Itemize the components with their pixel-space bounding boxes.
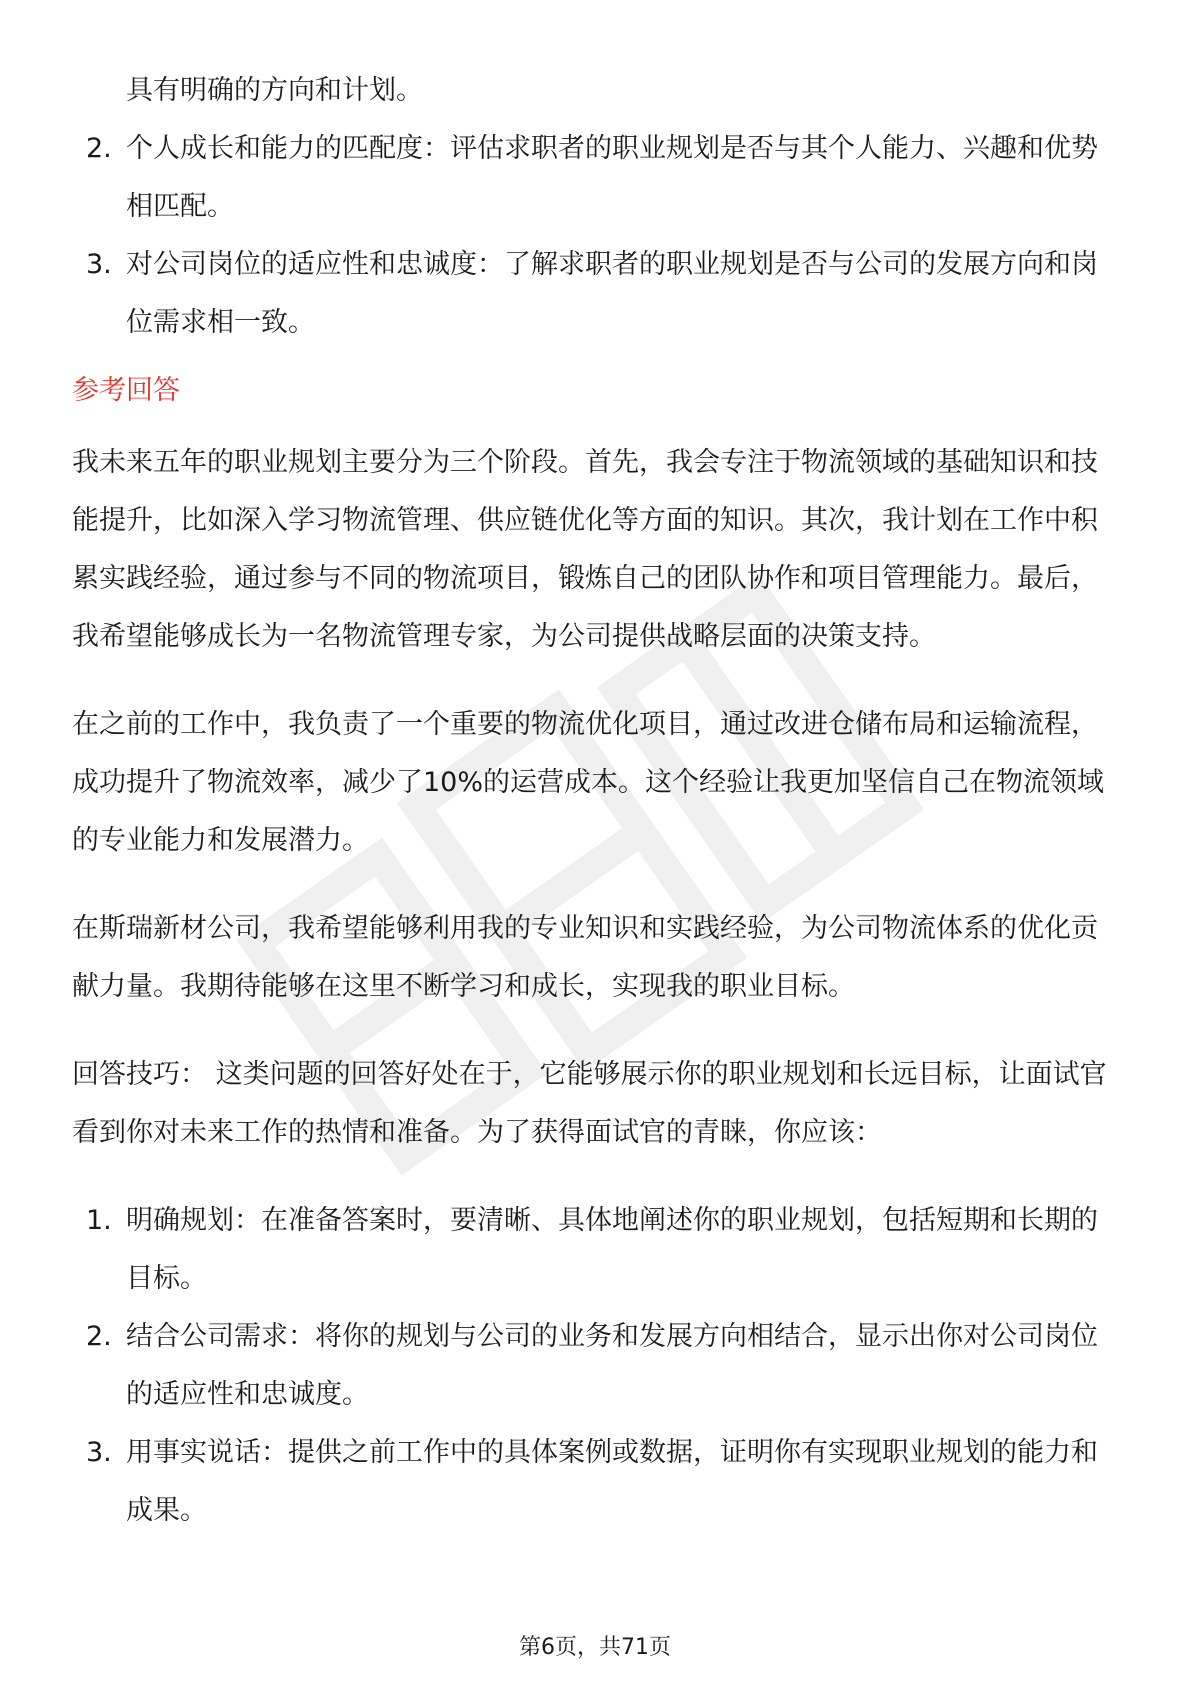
- list-item-text: 个人成长和能力的匹配度：评估求职者的职业规划是否与其个人能力、兴趣和优势相匹配。: [126, 133, 1098, 222]
- list-item-text: 对公司岗位的适应性和忠诚度：了解求职者的职业规划是否与公司的发展方向和岗位需求相一致。: [126, 249, 1098, 338]
- list-item: [72, 1192, 1122, 1308]
- list-item-text: 明确规划：在准备答案时，要清晰、具体地阐述你的职业规划，包括短期和长期的目标。: [126, 1205, 1098, 1294]
- list-item: [72, 236, 1122, 352]
- tips-numbered-list: [72, 1192, 1122, 1540]
- list-item-text: 用事实说话：提供之前工作中的具体案例或数据，证明你有实现职业规划的能力和成果。: [126, 1437, 1098, 1526]
- section-heading: 参考回答: [72, 375, 180, 406]
- top-numbered-list: [72, 62, 1122, 352]
- main-content: [72, 62, 1122, 1540]
- list-item: [72, 120, 1122, 236]
- tips-intro-paragraph: 回答技巧： 这类问题的回答好处在于，它能够展示你的职业规划和长远目标，让面试官看到你对未来工作的热情和准备。为了获得面试官的青睐，你应该：: [72, 1059, 1107, 1148]
- list-item-number: 3.: [86, 249, 112, 280]
- answer-paragraph: 在斯瑞新材公司，我希望能够利用我的专业知识和实践经验，为公司物流体系的优化贡献力量。我期待能够在这里不断学习和成长，实现我的职业目标。: [72, 913, 1098, 1002]
- list-item: [72, 1424, 1122, 1540]
- list-item-text: 结合公司需求：将你的规划与公司的业务和发展方向相结合，显示出你对公司岗位的适应性和忠诚度。: [126, 1321, 1098, 1410]
- answer-paragraph: 在之前的工作中，我负责了一个重要的物流优化项目，通过改进仓储布局和运输流程，成功提升了物流效率，减少了10%的运营成本。这个经验让我更加坚信自己在物流领域的专业能力和发展潜力。: [72, 709, 1105, 856]
- answer-paragraph: 我未来五年的职业规划主要分为三个阶段。首先，我会专注于物流领域的基础知识和技能提升，比如深入学习物流管理、供应链优化等方面的知识。其次，我计划在工作中积累实践经验，通过参与不同的物流项目，锻炼自己的团队协作和项目管理能力。最后，我希望能够成长为一名物流管理专家，为公司提供战略层面的决策支持。: [72, 447, 1098, 652]
- list-item: [72, 1308, 1122, 1424]
- list-item-number: 1.: [86, 1205, 112, 1236]
- page-footer: 第6页，共71页: [519, 1635, 671, 1660]
- list-continued-line: 具有明确的方向和计划。: [126, 75, 423, 106]
- list-item-number: 2.: [86, 1321, 112, 1352]
- list-item-number: 2.: [86, 133, 112, 164]
- list-item-number: 3.: [86, 1437, 112, 1468]
